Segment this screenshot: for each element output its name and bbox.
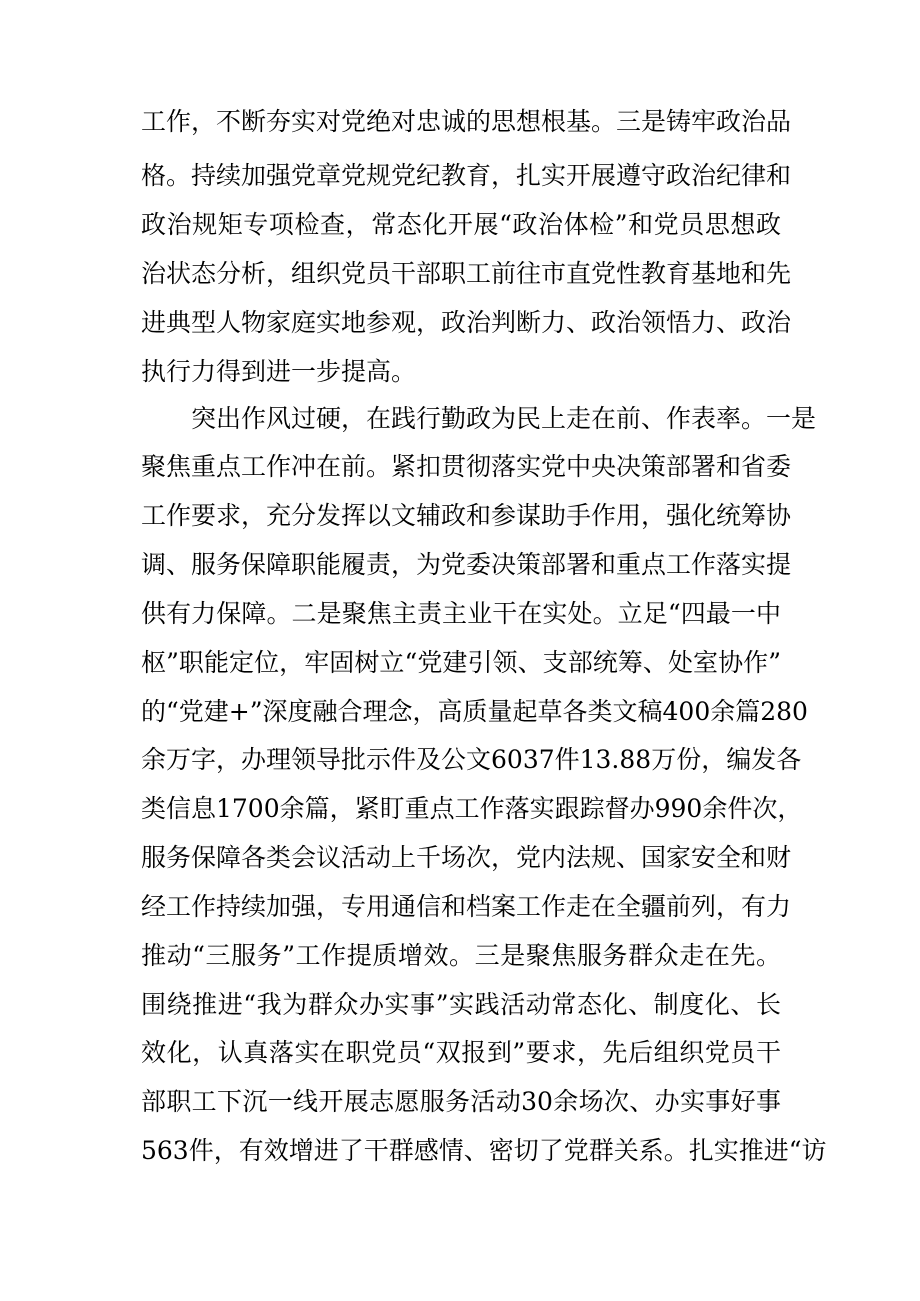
- text-line: 的“党建+”深度融合理念，高质量起草各类文稿400余篇280: [141, 697, 808, 726]
- text-line: 治状态分析，组织党员干部职工前往市直党性教育基地和先: [141, 259, 792, 288]
- text-line: 服务保障各类会议活动上千场次，党内法规、国家安全和财: [141, 843, 792, 872]
- text-line: 供有力保障。二是聚焦主责主业干在实处。立足“四最一中: [141, 599, 781, 628]
- text-line: 政治规矩专项检查，常态化开展“政治体检”和党员思想政: [141, 210, 781, 239]
- text-line: 工作，不断夯实对党绝对忠诚的思想根基。三是铸牢政治品: [141, 107, 792, 136]
- text-line: 格。持续加强党章党规党纪教育，扎实开展遵守政治纪律和: [141, 161, 792, 190]
- text-line: 执行力得到进一步提高。: [141, 357, 417, 386]
- text-line: 调、服务保障职能履责，为党委决策部署和重点工作落实提: [141, 550, 792, 579]
- text-line: 聚焦重点工作冲在前。紧扣贯彻落实党中央决策部署和省委: [141, 452, 792, 481]
- paragraph-first-line: 突出作风过硬，在践行勤政为民上走在前、作表率。一是: [191, 404, 817, 433]
- text-line: 部职工下沉一线开展志愿服务活动30余场次、办实事好事: [141, 1087, 781, 1116]
- text-line: 枢”职能定位，牢固树立“党建引领、支部统筹、处室协作”: [141, 648, 781, 677]
- text-line: 推动“三服务”工作提质增效。三是聚焦服务群众走在先。: [141, 941, 781, 970]
- text-line: 经工作持续加强，专用通信和档案工作走在全疆前列，有力: [141, 892, 792, 921]
- text-line: 563件，有效增进了干群感情、密切了党群关系。扎实推进“访: [141, 1136, 827, 1165]
- text-line: 进典型人物家庭实地参观，政治判断力、政治领悟力、政治: [141, 308, 792, 337]
- text-line: 余万字，办理领导批示件及公文6037件13.88万份，编发各: [141, 745, 802, 774]
- text-line: 工作要求，充分发挥以文辅政和参谋助手作用，强化统筹协: [141, 501, 792, 530]
- text-line: 效化，认真落实在职党员“双报到”要求，先后组织党员干: [141, 1038, 781, 1067]
- text-line: 围绕推进“我为群众办实事”实践活动常态化、制度化、长: [141, 990, 781, 1019]
- text-line: 类信息1700余篇，紧盯重点工作落实跟踪督办990余件次，: [141, 794, 803, 823]
